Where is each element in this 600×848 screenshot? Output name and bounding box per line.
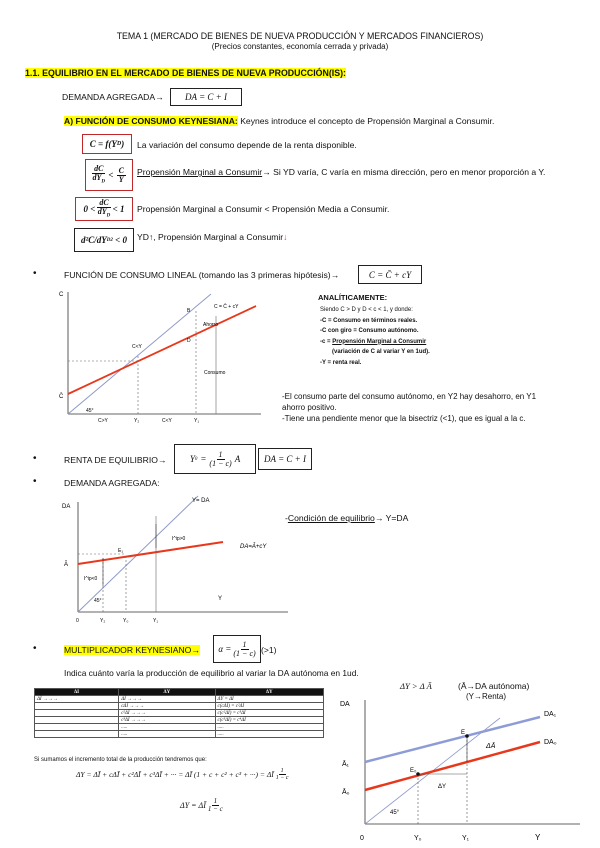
consumo-chart (56, 286, 271, 426)
line-label: C = C̄ + cY (214, 304, 239, 310)
multiplicador-gt1: (>1) (261, 645, 277, 655)
page-title: TEMA 1 (MERCADO DE BIENES DE NUEVA PRODUCCIÓN Y MERCADOS FINANCIEROS) (116, 31, 484, 41)
da0-line (365, 742, 540, 790)
bullet-icon: • (33, 643, 37, 654)
a0-label: Ā₀ (342, 789, 350, 796)
delta-a-label: ΔĀ (486, 743, 496, 750)
multiplicador-desc: Indica cuánto varía la producción de equilibrio al variar la DA autónoma en 1ud. (64, 668, 359, 678)
chart3-title2: (Ā→DA autónoma) (458, 681, 530, 691)
ip-neg-label: I^ip<0 (84, 576, 98, 582)
delta-y-label: ΔY (438, 784, 447, 790)
demanda-chart (58, 492, 298, 632)
consumo-text-3: Propensión Marginal a Consumir < Propensión Media a Consumir. (137, 204, 390, 214)
consumption-line (68, 306, 256, 394)
a1-label: Ā₁ (342, 761, 350, 768)
multiplicador-chart (330, 690, 595, 845)
ip-pos-label: I^ip>0 (172, 536, 186, 542)
demanda-label: DEMANDA AGREGADA→ (62, 92, 164, 102)
table-row: ..... ..... (35, 731, 324, 738)
da0-label: DA₀ (544, 739, 557, 746)
consumo-lineal-formula: C = C̄ + cY (358, 265, 422, 284)
y-axis-label: Y (218, 596, 223, 602)
x-tick-4: Y₁ (194, 418, 200, 424)
consumo-text-1: La variación del consumo depende de la renta disponible. (137, 140, 357, 150)
consumo-formula-1: C = f(Y D ) (82, 134, 132, 154)
e0-point (416, 772, 420, 776)
renta-formula-2: DA = C + I (258, 448, 312, 470)
e1-label: E₁ (118, 548, 124, 554)
bullet-icon: • (33, 476, 37, 487)
chart3-title3: (Y→Renta) (466, 692, 507, 701)
x-tick-0: 0 (360, 835, 364, 842)
analytic-title: ANALÍTICAMENTE: (318, 293, 388, 302)
renta-label: RENTA DE EQUILIBRIO→ (64, 455, 167, 465)
x-tick-3: Y₁ (153, 618, 159, 624)
condicion-equilibrio: -Condición de equilibrio→ Y=DA (285, 513, 409, 523)
y-axis-label: Y (535, 833, 541, 842)
e0-label: E₀ (410, 768, 417, 774)
multiplicador-formula: α = $\frac{1}{(1 - c)}$ (213, 635, 261, 663)
x-tick-0: 0 (76, 618, 79, 624)
demand-line (78, 542, 223, 564)
angle-label: 45° (390, 810, 400, 816)
x-tick-1: C>Y (98, 418, 108, 424)
demand-label: DA=Ā+cY (240, 544, 267, 550)
point-b: B (187, 308, 191, 314)
x-tick-1: Y₂ (100, 618, 106, 624)
demanda-formula: DA = C + I (170, 88, 242, 106)
consumo-formula-2: $\frac{dC}{dY_D}$ < $\frac{C}{Y}$ (85, 159, 133, 191)
demanda-agregada-label: DEMANDA AGREGADA: (64, 478, 160, 488)
ahorro-label: Ahorro (203, 322, 219, 328)
consumo-notes: -El consumo parte del consumo autónomo, en Y2 hay desahorro, en Y1 ahorro positivo. -Tiene una pendiente menor que la bisectriz (<1), que es igual a la c. (282, 392, 537, 423)
multiplicador-label: MULTIPLICADOR KEYNESIANO→ (64, 645, 200, 655)
analytic-lines: Siendo C > D y D < c < 1, y donde: -C = Consumo en términos reales. -C con giro = Consumo autónomo. -c = Propensión Marginal a Consumir (variación de C al variar Y en 1ud). -Y = renta real. (320, 307, 430, 366)
sum-text: Si sumamos el incremento total de la producción tendremos que: (34, 757, 207, 763)
e-label: E (461, 730, 466, 736)
consumo-formula-4: d²C / dY D 2 < 0 (74, 228, 134, 252)
chart3-title: ΔY > Δ Ā (400, 681, 432, 691)
x-tick-2: Y₁ (462, 835, 470, 842)
consumo-heading: A) FUNCIÓN DE CONSUMO KEYNESIANA: (64, 116, 238, 126)
cbar-label: C̄ (59, 394, 64, 400)
e-point (465, 734, 469, 738)
consumo-heading-row (64, 116, 494, 126)
multiplier-equation-1: ΔY = ΔĪ + cΔĪ + c²ΔĪ + c³ΔĪ + ··· = ΔĪ (1 + c + c² + c³ + ···) = ΔĪ $\frac{1}{1 - c}$ (76, 768, 289, 781)
table-header-row: ΔI ΔY ΔY (35, 689, 324, 696)
a-bar-label: Ā (64, 562, 69, 568)
x-tick-1: Y₀ (414, 835, 422, 842)
da-axis-label: DA (340, 701, 350, 708)
angle-label: 45° (86, 408, 94, 414)
c-axis-label: C (59, 292, 64, 298)
angle-label: 45° (94, 598, 102, 604)
da1-label: DA₁ (544, 711, 557, 718)
x-tick-2: Y₀ (123, 618, 129, 624)
x-tick-3: C<Y (162, 418, 172, 424)
x-tick-2: Y₂ (134, 418, 140, 424)
renta-formula: Y 0 = $\frac{1}{(1 - c)}$ A (174, 444, 256, 474)
multiplier-table (34, 688, 324, 738)
multiplier-equation-2: ΔY = ΔĪ $\frac{1}{1 - c}$ (180, 797, 223, 813)
table-row: c³ΔĪ →→→ c(c³ΔĪ) = c⁴ΔĪ (35, 717, 324, 724)
bullet-icon: • (33, 453, 37, 464)
table-row: cΔĪ →→→ c(cΔĪ) = c²ΔĪ (35, 703, 324, 710)
consumo-text-2: Propensión Marginal a Consumir→ Si YD varía, C varía en misma dirección, pero en menor proporción a Y. (137, 167, 546, 177)
table-row: c²ΔĪ →→→ c(c²ΔĪ) = c³ΔĪ (35, 710, 324, 717)
consumo-heading-text: Keynes introduce el concepto de Propensión Marginal a Consumir. (240, 116, 495, 126)
consumo-lineal-label: FUNCIÓN DE CONSUMO LINEAL (tomando las 3 primeras hipótesis)→ (64, 270, 340, 280)
page-subtitle: (Precios constantes, economía cerrada y privada) (211, 42, 389, 51)
consumo-text-4: YD↑, Propensión Marginal a Consumir↓ (137, 232, 288, 242)
table-row: ..... ..... (35, 724, 324, 731)
point-d: D (187, 338, 191, 344)
consumo-formula-3: 0 < $\frac{dC}{dY_D}$ < 1 (75, 197, 133, 221)
cy-label: C<Y (132, 344, 142, 350)
section-heading: 1.1. EQUILIBRIO EN EL MERCADO DE BIENES DE NUEVA PRODUCCIÓN(IS): (25, 68, 346, 78)
consumo-label: Consumo (204, 370, 226, 376)
table-row: ΔĪ →→→ ΔĪ →→→ ΔY = ΔĪ (35, 696, 324, 703)
da-axis-label: DA (62, 504, 71, 510)
bullet-icon: • (33, 268, 37, 279)
bisector-label: Y= DA (192, 498, 210, 504)
